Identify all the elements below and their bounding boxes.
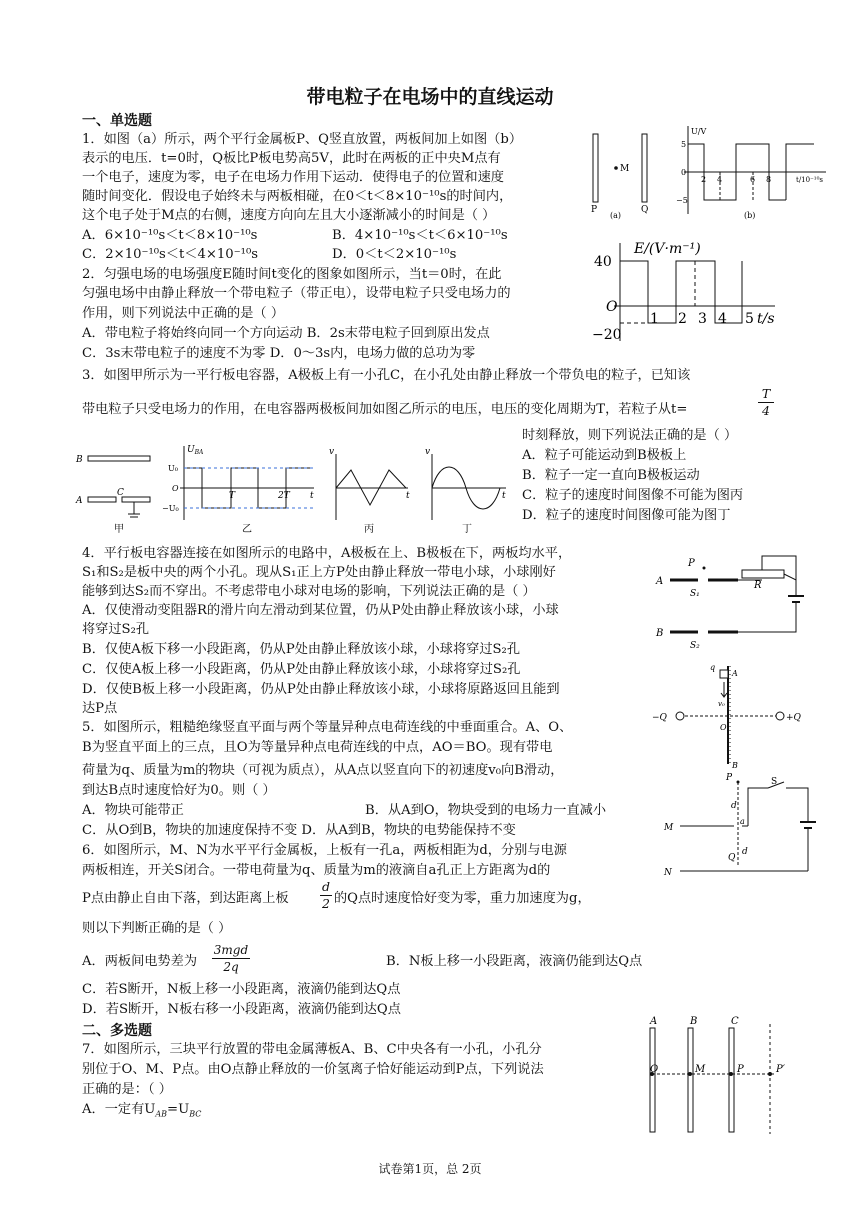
plate-a-right xyxy=(122,497,150,502)
label-pq: +Q xyxy=(786,713,801,723)
positive-charge xyxy=(776,712,784,720)
plate-b xyxy=(88,456,150,461)
b-tick-6: 6 xyxy=(750,175,756,184)
q6-fraction-a xyxy=(212,942,250,975)
b-tick-2: 2 xyxy=(701,175,707,184)
label-m: M xyxy=(620,164,630,174)
q3-option-d: D．粒子的速度时间图像可能为图丁 xyxy=(522,508,731,523)
jia-label-b: B xyxy=(76,455,83,465)
q2-options-ab: A．带电粒子将始终向同一个方向运动 B．2s末带电粒子回到原出发点 xyxy=(82,326,490,341)
caption-bing: 丙 xyxy=(364,524,374,535)
q6a-frac-den: 2q xyxy=(223,960,239,974)
label-p7: P xyxy=(737,1064,744,1075)
section-multi-choice: 二、多选题 xyxy=(82,1023,152,1039)
label-pp7: P′ xyxy=(776,1064,785,1075)
q4-option-a-cont: 将穿过S₂孔 xyxy=(82,622,150,637)
b-tick-4: 4 xyxy=(717,175,723,184)
label-d2: d xyxy=(742,847,748,857)
q6-fraction-d2 xyxy=(320,879,332,912)
page-title: 带电粒子在电场中的直线运动 xyxy=(306,86,554,108)
q3-option-b: B．粒子一定一直向B极板运动 xyxy=(522,468,700,483)
q1-line-3: 一个电子，速度为零，电子在电场力作用下运动．使得电子的位置和速度 xyxy=(82,170,504,185)
q1-option-b: B．4×10⁻¹⁰s＜t＜6×10⁻¹⁰s xyxy=(332,228,508,243)
q7-line-3: 正确的是：（ ） xyxy=(82,1082,172,1097)
q4-line-3: 能够到达S₂而不穿出。不考虑带电小球对电场的影响，下列说法正确的是（ ） xyxy=(82,584,536,599)
q5-figure xyxy=(650,660,812,772)
rheostat-r xyxy=(742,570,784,578)
q5-option-a: A．物块可能带正 xyxy=(82,803,184,818)
q1-option-d: D．0＜t＜2×10⁻¹⁰s xyxy=(332,247,457,262)
plate-q xyxy=(642,134,647,202)
label-m7: M xyxy=(695,1064,706,1075)
q5-line-2: B为竖直平面上的三点，且O为等量异种点电荷连线的中点，AO＝BO。现有带电 xyxy=(82,740,553,755)
label-a6: a xyxy=(740,817,745,826)
label-o7: O xyxy=(650,1064,659,1075)
q7-line-2: 别位于O、M、P点。由O点静止释放的一价氢离子恰好能运动到P点，下列说法 xyxy=(82,1062,544,1077)
label-s1: S₁ xyxy=(690,589,700,599)
q4-line-1: 4．平行板电容器连接在如图所示的电路中，A极板在上、B极板在下，两板均水平， xyxy=(82,546,572,561)
b-tick-m5: −5 xyxy=(676,196,688,205)
q7-figure xyxy=(640,1012,800,1138)
q3-frac-den: 4 xyxy=(762,403,770,418)
block-q xyxy=(720,670,728,678)
q4-option-c: C．仅使A板上移一小段距离，仍从P处由静止释放该小球，小球将穿过S₂孔 xyxy=(82,662,521,677)
plate-p xyxy=(593,134,598,202)
q3-frac-num: T xyxy=(758,386,774,403)
q3-option-c: C．粒子的速度时间图像不可能为图丙 xyxy=(522,488,744,503)
q5-option-b: B．从A到O，物块受到的电场力一直减小 xyxy=(365,803,607,818)
q6-figure xyxy=(658,770,818,878)
q1-line-4: 随时间变化．假设电子始终未与两板相碰，在0＜t＜8×10⁻¹⁰s的时间内， xyxy=(82,189,513,204)
q6-frac-num: d xyxy=(321,879,330,894)
label-s6: S xyxy=(771,777,778,787)
q4-circuit xyxy=(650,544,810,660)
q2-e-t-graph xyxy=(590,233,786,345)
q7-sub-ab: AB xyxy=(155,1109,168,1119)
e-tick-1: 1 xyxy=(650,311,659,327)
e-tick-4: 4 xyxy=(718,311,727,327)
yi-ylabel-u: U xyxy=(187,445,195,455)
b-ylabel: U/V xyxy=(691,127,707,136)
bing-vlabel: v xyxy=(329,447,335,457)
label-v0: v₀ xyxy=(718,700,725,708)
q7-equals-u: =U xyxy=(167,1102,190,1117)
label-n6: N xyxy=(664,868,672,878)
q6-line-2: 两板相连，开关S闭合。一带电荷量为q、质量为m的液滴自a孔正上方距离为d的 xyxy=(82,863,551,878)
plate-b7 xyxy=(688,1028,693,1132)
q4-line-2: S₁和S₂是板中央的两个小孔。现从S₁正上方P处由静止释放一带电小球，小球刚好 xyxy=(82,565,556,580)
label-m6: M xyxy=(664,823,674,833)
q1-figure xyxy=(586,124,830,220)
caption-a: (a) xyxy=(610,211,622,220)
label-s2: S₂ xyxy=(690,641,700,651)
yi-tick-u0: U₀ xyxy=(168,464,178,473)
q6a-frac-num: 3mgd xyxy=(213,943,249,957)
b-tick-8: 8 xyxy=(766,175,772,184)
negative-charge xyxy=(676,712,684,720)
q5-line-3: 荷量为q、质量为m的物块（可视为质点），从A点以竖直向下的初速度v₀向B滑动， xyxy=(82,763,564,778)
caption-b: (b) xyxy=(744,211,756,220)
q5-line-4: 到达B点时速度恰好为0。则（ ） xyxy=(82,783,276,798)
label-a5: A xyxy=(732,669,738,678)
e-xlabel: t/s xyxy=(757,311,775,327)
label-a7: A xyxy=(650,1016,658,1027)
label-c7: C xyxy=(731,1016,739,1027)
yi-ylabel-sub: BA xyxy=(194,449,204,456)
e-tick-3: 3 xyxy=(698,311,707,327)
q4-option-d: D．仅使B板上移一小段距离，仍从P处由静止释放该小球，小球将原路返回且能到 xyxy=(82,682,560,697)
e-tick-2: 2 xyxy=(678,311,687,327)
yi-tick-t: T xyxy=(229,491,236,501)
yi-tick-mu0: −U₀ xyxy=(162,504,179,513)
label-q5: q xyxy=(710,663,716,672)
q2-options-cd: C．3s末带电粒子的速度不为零 D．0～3s内，电场力做的总功为零 xyxy=(82,346,476,361)
q4-option-b: B．仅使A板下移一小段距离，仍从P处由静止释放该小球，小球将穿过S₂孔 xyxy=(82,642,521,657)
plate-a7 xyxy=(650,1028,655,1132)
q1-option-a: A．6×10⁻¹⁰s＜t＜8×10⁻¹⁰s xyxy=(82,228,258,243)
q3-line-1: 3．如图甲所示为一平行板电容器，A极板上有一小孔C，在小孔处由静止释放一个带负电的粒子，已知该 xyxy=(82,368,691,383)
label-p: P xyxy=(591,205,598,215)
label-mq: −Q xyxy=(652,713,667,723)
plate-a-left xyxy=(88,497,116,502)
q6-option-d: D．若S断开，N板右移一小段距离，液滴仍能到达Q点 xyxy=(82,1002,401,1017)
q5-options-cd: C．从O到B，物块的加速度保持不变 D．从A到B，物块的电势能保持不变 xyxy=(82,823,516,838)
q6-line-3a: P点由静止自由下落，到达距离上板 xyxy=(82,891,289,906)
wire-switch xyxy=(786,788,808,822)
wire-b xyxy=(738,602,796,632)
q2-line-3: 作用，则下列说法中正确的是（ ） xyxy=(82,306,285,321)
point-pp7 xyxy=(768,1072,772,1076)
jia-label-c: C xyxy=(117,488,124,498)
label-q: Q xyxy=(641,205,649,215)
q1-line-5: 这个电子处于M点的右侧，速度方向向左且大小逐渐减小的时间是（ ） xyxy=(82,208,496,223)
b-tick-5: 5 xyxy=(681,140,687,149)
label-b5: B xyxy=(732,761,738,770)
label-r: R xyxy=(754,580,762,591)
label-p6: P xyxy=(726,773,733,783)
point-m7 xyxy=(688,1072,692,1076)
q3-fraction xyxy=(758,386,774,419)
q3-line-2: 带电粒子只受电场力的作用，在电容器两极板间加如图乙所示的电压，电压的变化周期为T，若粒子从t= xyxy=(82,402,688,417)
q7-line-1: 7．如图所示，三块平行放置的带电金属薄板A、B、C中央各有一小孔，小孔分 xyxy=(82,1042,542,1057)
q6-frac-den: 2 xyxy=(322,896,330,911)
q6-line-1: 6．如图所示，M、N为水平平行金属板，上板有一孔a，两板相距为d，分别与电源 xyxy=(82,843,567,858)
b-tick-0: 0 xyxy=(681,168,687,177)
yi-ylabel xyxy=(187,445,204,456)
e-tick-5: 5 xyxy=(745,311,754,327)
jia-label-a: A xyxy=(76,496,83,506)
ding-tlabel: t xyxy=(502,491,506,501)
label-a4: A xyxy=(656,576,664,587)
label-q6: Q xyxy=(728,853,736,863)
q6-option-b: B．N板上移一小段距离，液滴仍能到达Q点 xyxy=(386,954,643,969)
b-xlabel: t/10⁻¹⁰s xyxy=(796,176,823,184)
plate-c7 xyxy=(729,1028,734,1132)
q6-option-c: C．若S断开，N板上移一小段距离，液滴仍能到达Q点 xyxy=(82,982,401,997)
q7-sub-bc: BC xyxy=(189,1109,202,1119)
q6-option-a: A．两板间电势差为 xyxy=(82,954,198,969)
q4-option-a: A．仅使滑动变阻器R的滑片向左滑动到某位置，仍从P处由静止释放该小球，小球 xyxy=(82,603,559,618)
q3-line-3: 时刻释放，则下列说法正确的是（ ） xyxy=(522,428,738,443)
q4-option-d-cont: 达P点 xyxy=(82,701,118,716)
q3-figures xyxy=(74,440,514,538)
point-p7 xyxy=(729,1072,733,1076)
label-p4: P xyxy=(688,558,695,569)
ding-vlabel: v xyxy=(425,447,431,457)
yi-xlabel: t xyxy=(310,491,314,501)
q6-line-4: 则以下判断正确的是（ ） xyxy=(82,921,232,936)
label-b7: B xyxy=(690,1016,698,1027)
q1-line-2: 表示的电压．t=0时，Q板比P板电势高5V，此时在两板的正中央M点有 xyxy=(82,151,501,166)
point-m xyxy=(614,166,618,170)
q6-line-3b: 的Q点时速度恰好变为零，重力加速度为g， xyxy=(334,891,591,906)
q7-option-a xyxy=(82,1100,201,1124)
q5-line-1: 5．如图所示，粗糙绝缘竖直平面与两个等量异种点电荷连线的中垂面重合。A、O、 xyxy=(82,720,573,735)
caption-ding: 丁 xyxy=(462,524,472,535)
caption-yi: 乙 xyxy=(242,524,252,535)
yi-tick-2t: 2T xyxy=(278,491,290,501)
yi-origin: O xyxy=(172,484,179,493)
bing-tlabel: t xyxy=(406,491,410,501)
q1-option-c: C．2×10⁻¹⁰s＜t＜4×10⁻¹⁰s xyxy=(82,247,258,262)
e-tick-40: 40 xyxy=(594,254,612,270)
q2-line-2: 匀强电场中由静止释放一个带电粒子（带正电），设带电粒子只受电场力的 xyxy=(82,286,511,301)
e-tick-m20: −20 xyxy=(592,327,622,343)
section-single-choice: 一、单选题 xyxy=(82,113,152,129)
label-o5: O xyxy=(720,723,727,732)
q1-line-1: 1．如图（a）所示，两个平行金属板P、Q竖直放置，两板间加上如图（b） xyxy=(82,132,523,147)
label-d1: d xyxy=(731,801,737,811)
page-footer: 试卷第1页，总 2页 xyxy=(378,1162,482,1176)
q3-option-a: A．粒子可能运动到B极板上 xyxy=(522,448,687,463)
caption-jia: 甲 xyxy=(114,524,124,535)
point-p xyxy=(703,567,706,570)
q7-option-a-text: A．一定有U xyxy=(82,1102,156,1117)
wire-top xyxy=(748,788,768,826)
e-origin: O xyxy=(606,299,618,315)
e-ylabel: E/(V·m⁻¹) xyxy=(634,241,701,257)
q2-line-1: 2．匀强电场的电场强度E随时间t变化的图象如图所示，当t＝0时，在此 xyxy=(82,267,502,282)
label-b4: B xyxy=(656,628,664,639)
